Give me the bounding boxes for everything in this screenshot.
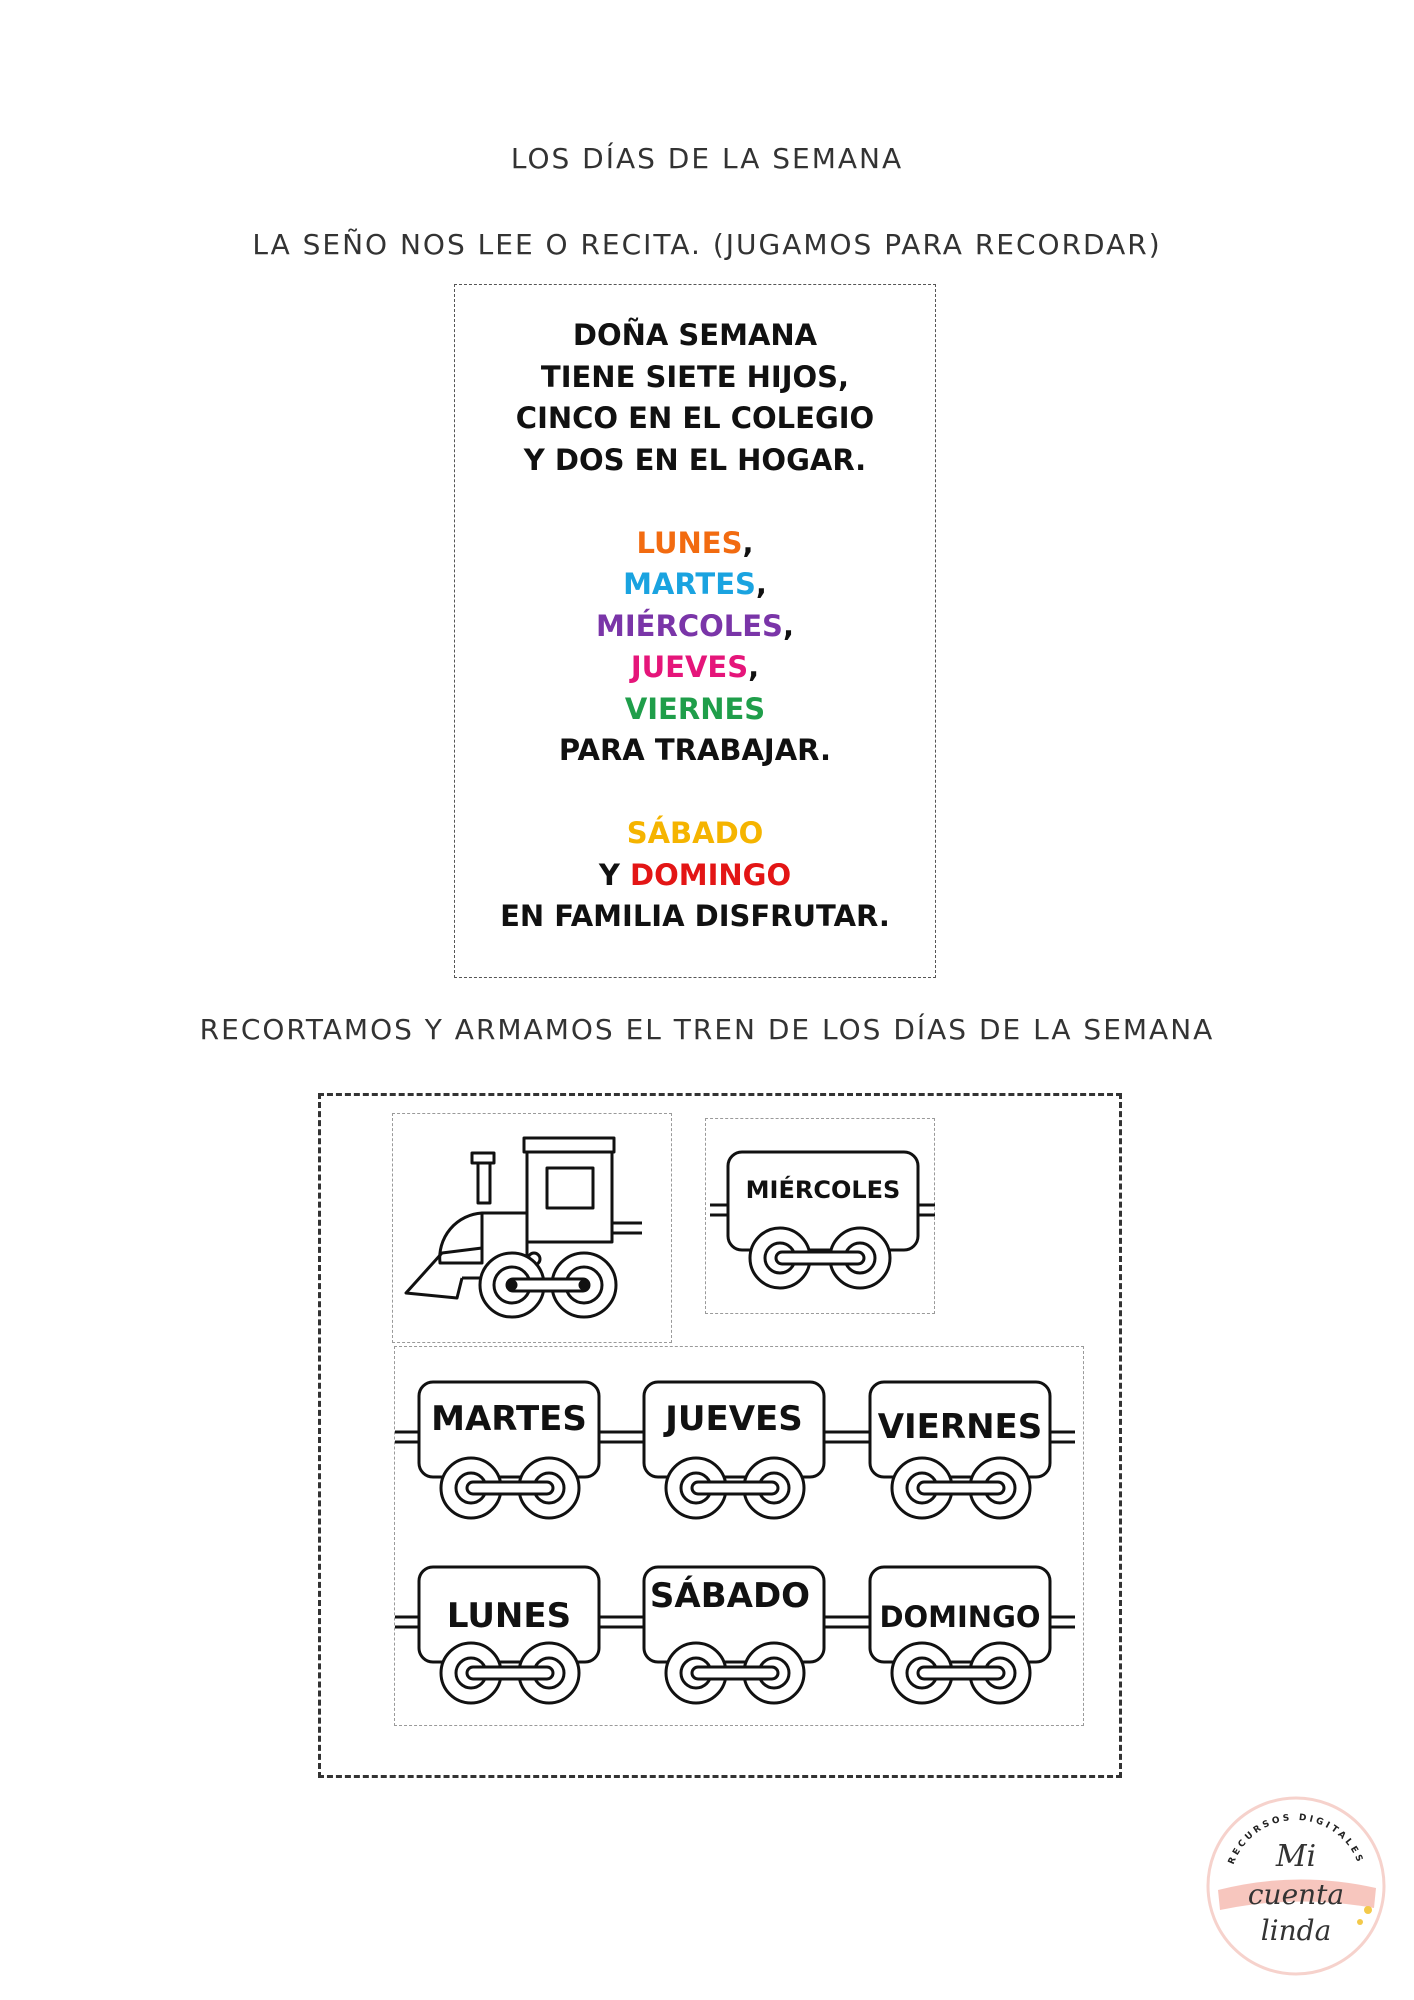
wagon-label: VIERNES — [877, 1407, 1043, 1447]
wagon-label: DOMINGO — [879, 1600, 1041, 1634]
poem-day-line — [455, 689, 935, 731]
logo-ring-text: RECURSOS DIGITALES — [1226, 1812, 1366, 1867]
page-title: LOS DÍAS DE LA SEMANA — [510, 142, 904, 175]
wagon-label: MIÉRCOLES — [745, 1176, 901, 1204]
poem-line: Y DOS EN EL HOGAR. — [523, 442, 867, 477]
poem-line: EN FAMILIA DISFRUTAR. — [500, 899, 890, 933]
wagon-lunes — [395, 1555, 620, 1720]
poem-line: PARA TRABAJAR. — [558, 733, 832, 767]
poem-line: TIENE SIETE HIJOS, — [540, 359, 850, 394]
wagon-label: MARTES — [431, 1399, 587, 1439]
logo-text: cuenta — [1247, 1878, 1345, 1911]
instruction-text: LA SEÑO NOS LEE O RECITA. (JUGAMOS PARA RECORDAR) — [252, 228, 1162, 261]
poem-day-sabado: SÁBADO — [626, 816, 764, 850]
poem-day-viernes: VIERNES — [624, 691, 766, 726]
poem-day-martes: MARTES — [623, 567, 756, 601]
poem-line: DOÑA SEMANA — [572, 318, 818, 352]
poem-day-lunes: LUNES — [636, 525, 743, 560]
logo-text: Mi — [1275, 1839, 1317, 1874]
poem-comma: , — [782, 608, 794, 643]
wagon-viernes — [850, 1370, 1080, 1535]
logo-text: linda — [1260, 1914, 1332, 1947]
poem-card — [454, 284, 936, 978]
train-locomotive-icon — [392, 1113, 672, 1343]
poem-connector: Y — [598, 857, 630, 892]
poem-comma: , — [748, 650, 760, 684]
poem-comma: , — [755, 567, 767, 601]
wagon-label: LUNES — [446, 1596, 572, 1636]
poem-day-line — [455, 564, 935, 606]
wagon-domingo — [850, 1555, 1080, 1720]
wagon-label: JUEVES — [665, 1399, 803, 1439]
poem-comma: , — [742, 525, 754, 560]
poem-day-line — [455, 647, 935, 689]
poem-day-line — [455, 606, 935, 648]
poem-line: CINCO EN EL COLEGIO — [515, 401, 875, 435]
brand-logo — [1200, 1790, 1392, 1982]
wagon-jueves — [620, 1370, 850, 1535]
wagon-label: SÁBADO — [649, 1576, 811, 1616]
section-heading: RECORTAMOS Y ARMAMOS EL TREN DE LOS DÍAS DE LA SEMANA — [199, 1013, 1215, 1046]
poem-day-line — [455, 855, 935, 897]
poem-day-line — [455, 523, 935, 565]
poem-day-jueves: JUEVES — [630, 650, 749, 684]
wagon-miercoles — [710, 1140, 935, 1310]
poem-day-line — [455, 813, 935, 855]
poem-day-miercoles: MIÉRCOLES — [596, 608, 783, 643]
poem-day-domingo: DOMINGO — [630, 857, 792, 892]
wagon-sabado — [620, 1555, 850, 1720]
wagon-martes — [395, 1370, 620, 1535]
